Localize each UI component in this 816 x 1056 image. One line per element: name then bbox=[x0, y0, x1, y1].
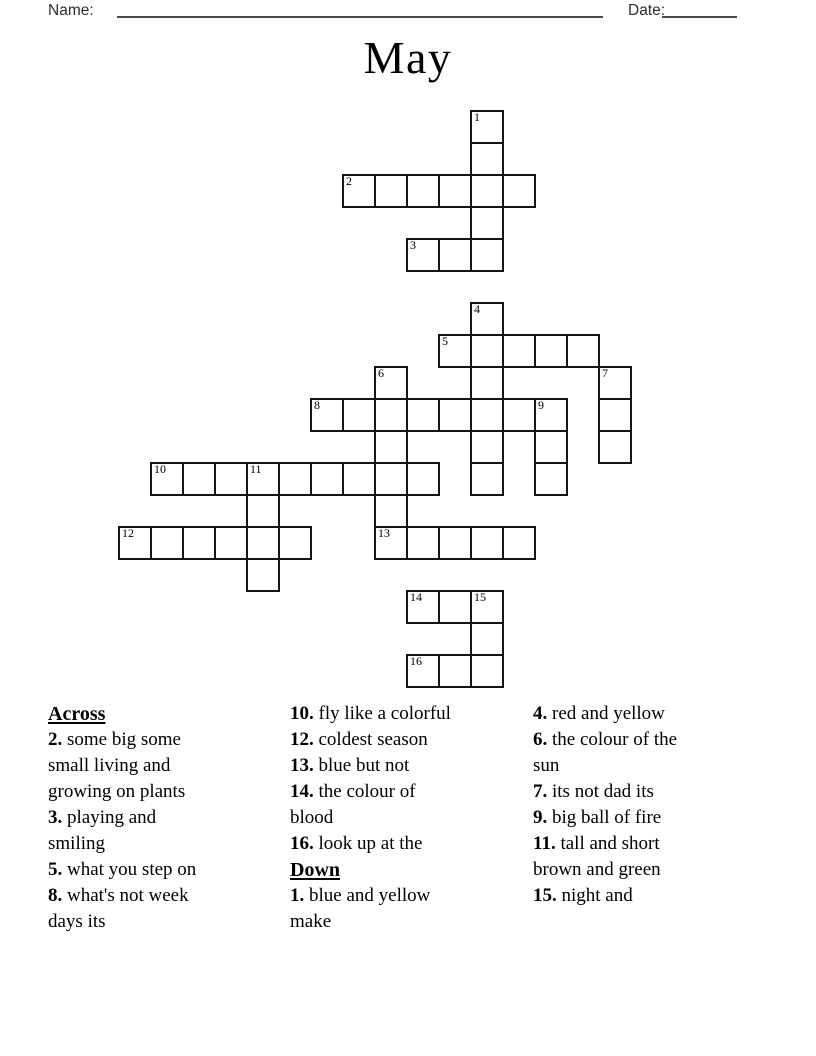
clue-number: 13. bbox=[290, 755, 314, 776]
cell-number-label: 4 bbox=[474, 302, 480, 316]
clue-item-7: 7. its not dad its bbox=[533, 781, 654, 802]
clue-item-4: 4. red and yellow bbox=[533, 703, 665, 724]
crossword-cell[interactable] bbox=[311, 399, 343, 431]
crossword-cell[interactable] bbox=[407, 527, 439, 559]
crossword-cell[interactable] bbox=[407, 591, 439, 623]
crossword-cell[interactable] bbox=[535, 335, 567, 367]
crossword-cell[interactable] bbox=[439, 175, 471, 207]
crossword-cell[interactable] bbox=[407, 239, 439, 271]
cell-number-label: 14 bbox=[410, 590, 422, 604]
crossword-cell[interactable] bbox=[471, 463, 503, 495]
crossword-cell[interactable] bbox=[535, 399, 567, 431]
clue-number: 16. bbox=[290, 833, 314, 854]
cell-number-label: 3 bbox=[410, 238, 416, 252]
clue-item-6: 6. the colour of the sun bbox=[533, 729, 678, 776]
clue-item-2: 2. some big some small living and growing on plants bbox=[48, 729, 186, 802]
word-13-across bbox=[374, 526, 536, 560]
word-16-across bbox=[406, 654, 504, 688]
cell-number-label: 9 bbox=[538, 398, 544, 412]
crossword-cell[interactable] bbox=[503, 399, 535, 431]
clue-item-15: 15. night and bbox=[533, 885, 633, 906]
clues-heading-across: Across bbox=[48, 703, 106, 725]
clue-number: 12. bbox=[290, 729, 314, 750]
cell-number-label: 1 bbox=[474, 110, 480, 124]
crossword-cell[interactable] bbox=[279, 527, 311, 559]
clue-item-14: 14. the colour of blood bbox=[290, 781, 416, 828]
clue-item-10: 10. fly like a colorful bbox=[290, 703, 451, 724]
crossword-cell[interactable] bbox=[183, 463, 215, 495]
crossword-cell[interactable] bbox=[471, 623, 503, 655]
cell-number-label: 13 bbox=[378, 526, 390, 540]
clue-number: 11. bbox=[533, 833, 556, 854]
clues-heading-down: Down bbox=[290, 859, 341, 881]
crossword-cell[interactable] bbox=[471, 527, 503, 559]
word-12-across bbox=[118, 526, 312, 560]
crossword-cell[interactable] bbox=[599, 367, 631, 399]
clue-item-13: 13. blue but not bbox=[290, 755, 410, 776]
name-blank-line[interactable] bbox=[117, 1, 603, 18]
crossword-cell[interactable] bbox=[375, 175, 407, 207]
clues-column-left bbox=[48, 701, 286, 935]
clue-number: 10. bbox=[290, 703, 314, 724]
name-label: Name: bbox=[48, 2, 94, 19]
crossword-cell[interactable] bbox=[343, 463, 375, 495]
cell-number-label: 11 bbox=[250, 462, 262, 476]
cell-number-label: 10 bbox=[154, 462, 166, 476]
clue-item-12: 12. coldest season bbox=[290, 729, 428, 750]
clue-number: 14. bbox=[290, 781, 314, 802]
cell-number-label: 7 bbox=[602, 366, 608, 380]
crossword-cell[interactable] bbox=[471, 143, 503, 175]
crossword-cell[interactable] bbox=[471, 431, 503, 463]
clue-item-11: 11. tall and short brown and green bbox=[533, 833, 661, 880]
date-blank-line[interactable] bbox=[662, 1, 737, 18]
crossword-cell[interactable] bbox=[471, 239, 503, 271]
cell-number-label: 8 bbox=[314, 398, 320, 412]
date-label: Date: bbox=[628, 2, 666, 19]
crossword-cell[interactable] bbox=[215, 527, 247, 559]
crossword-cell[interactable] bbox=[439, 399, 471, 431]
crossword-cell[interactable] bbox=[471, 399, 503, 431]
clue-number: 2. bbox=[48, 729, 63, 750]
crossword-cell[interactable] bbox=[215, 463, 247, 495]
crossword-cell[interactable] bbox=[407, 463, 439, 495]
crossword-cell[interactable] bbox=[151, 463, 183, 495]
page-title: May bbox=[363, 32, 453, 83]
crossword-cell[interactable] bbox=[407, 655, 439, 687]
crossword-cell[interactable] bbox=[407, 175, 439, 207]
crossword-cell[interactable] bbox=[471, 335, 503, 367]
word-3-across bbox=[406, 238, 504, 272]
crossword-cell[interactable] bbox=[439, 591, 471, 623]
crossword-cell[interactable] bbox=[471, 207, 503, 239]
crossword-cell[interactable] bbox=[503, 527, 535, 559]
clue-item-5: 5. what you step on bbox=[48, 859, 197, 880]
crossword-cell[interactable] bbox=[343, 175, 375, 207]
cell-number-label: 5 bbox=[442, 334, 448, 348]
clue-item-8: 8. what's not week days its bbox=[48, 885, 189, 932]
clue-number: 3. bbox=[48, 807, 63, 828]
crossword-cell[interactable] bbox=[503, 335, 535, 367]
crossword-cell[interactable] bbox=[247, 527, 279, 559]
crossword-cell[interactable] bbox=[471, 591, 503, 623]
clue-item-9: 9. big ball of fire bbox=[533, 807, 662, 828]
crossword-cell[interactable] bbox=[439, 335, 471, 367]
crossword-cell[interactable] bbox=[567, 335, 599, 367]
crossword-cell[interactable] bbox=[471, 175, 503, 207]
word-9-down bbox=[534, 398, 568, 496]
crossword-cell[interactable] bbox=[439, 527, 471, 559]
crossword-cell[interactable] bbox=[375, 367, 407, 399]
clues-column-right bbox=[533, 701, 765, 909]
crossword-cell[interactable] bbox=[375, 495, 407, 527]
crossword-cell[interactable] bbox=[439, 655, 471, 687]
crossword-cell[interactable] bbox=[375, 431, 407, 463]
clue-number: 5. bbox=[48, 859, 63, 880]
crossword-cell[interactable] bbox=[599, 431, 631, 463]
crossword-cell[interactable] bbox=[375, 527, 407, 559]
clue-number: 4. bbox=[533, 703, 548, 724]
clue-number: 7. bbox=[533, 781, 548, 802]
clue-number: 1. bbox=[290, 885, 305, 906]
crossword-cell[interactable] bbox=[375, 463, 407, 495]
word-7-down bbox=[598, 366, 632, 464]
clue-item-16: 16. look up at the bbox=[290, 833, 423, 854]
word-10-across bbox=[150, 462, 440, 496]
cell-number-label: 2 bbox=[346, 174, 352, 188]
crossword-cell[interactable] bbox=[247, 559, 279, 591]
crossword-cell[interactable] bbox=[247, 495, 279, 527]
crossword-cell[interactable] bbox=[535, 431, 567, 463]
word-5-across bbox=[438, 334, 600, 368]
crossword-cell[interactable] bbox=[471, 655, 503, 687]
crossword-cell[interactable] bbox=[119, 527, 151, 559]
clue-number: 6. bbox=[533, 729, 548, 750]
crossword-cell[interactable] bbox=[343, 399, 375, 431]
crossword-cell[interactable] bbox=[151, 527, 183, 559]
crossword-cell[interactable] bbox=[535, 463, 567, 495]
cell-number-label: 6 bbox=[378, 366, 384, 380]
crossword-cell[interactable] bbox=[247, 463, 279, 495]
crossword-cell[interactable] bbox=[311, 463, 343, 495]
cell-number-label: 12 bbox=[122, 526, 134, 540]
word-8-across bbox=[310, 398, 568, 432]
clue-item-1: 1. blue and yellow make bbox=[290, 885, 431, 932]
crossword-cell[interactable] bbox=[471, 367, 503, 399]
crossword-cell[interactable] bbox=[279, 463, 311, 495]
crossword-cell[interactable] bbox=[503, 175, 535, 207]
crossword-cell[interactable] bbox=[407, 399, 439, 431]
clue-number: 8. bbox=[48, 885, 63, 906]
cell-number-label: 15 bbox=[474, 590, 486, 604]
crossword-cell[interactable] bbox=[471, 111, 503, 143]
crossword-cell[interactable] bbox=[375, 399, 407, 431]
crossword-cell[interactable] bbox=[183, 527, 215, 559]
crossword-cell[interactable] bbox=[439, 239, 471, 271]
crossword-cell[interactable] bbox=[599, 399, 631, 431]
clue-item-3: 3. playing and smiling bbox=[48, 807, 157, 854]
clue-number: 15. bbox=[533, 885, 557, 906]
word-2-across bbox=[342, 174, 536, 208]
clues-column-middle bbox=[290, 701, 530, 935]
clue-number: 9. bbox=[533, 807, 548, 828]
crossword-cell[interactable] bbox=[471, 303, 503, 335]
cell-number-label: 16 bbox=[410, 654, 422, 668]
